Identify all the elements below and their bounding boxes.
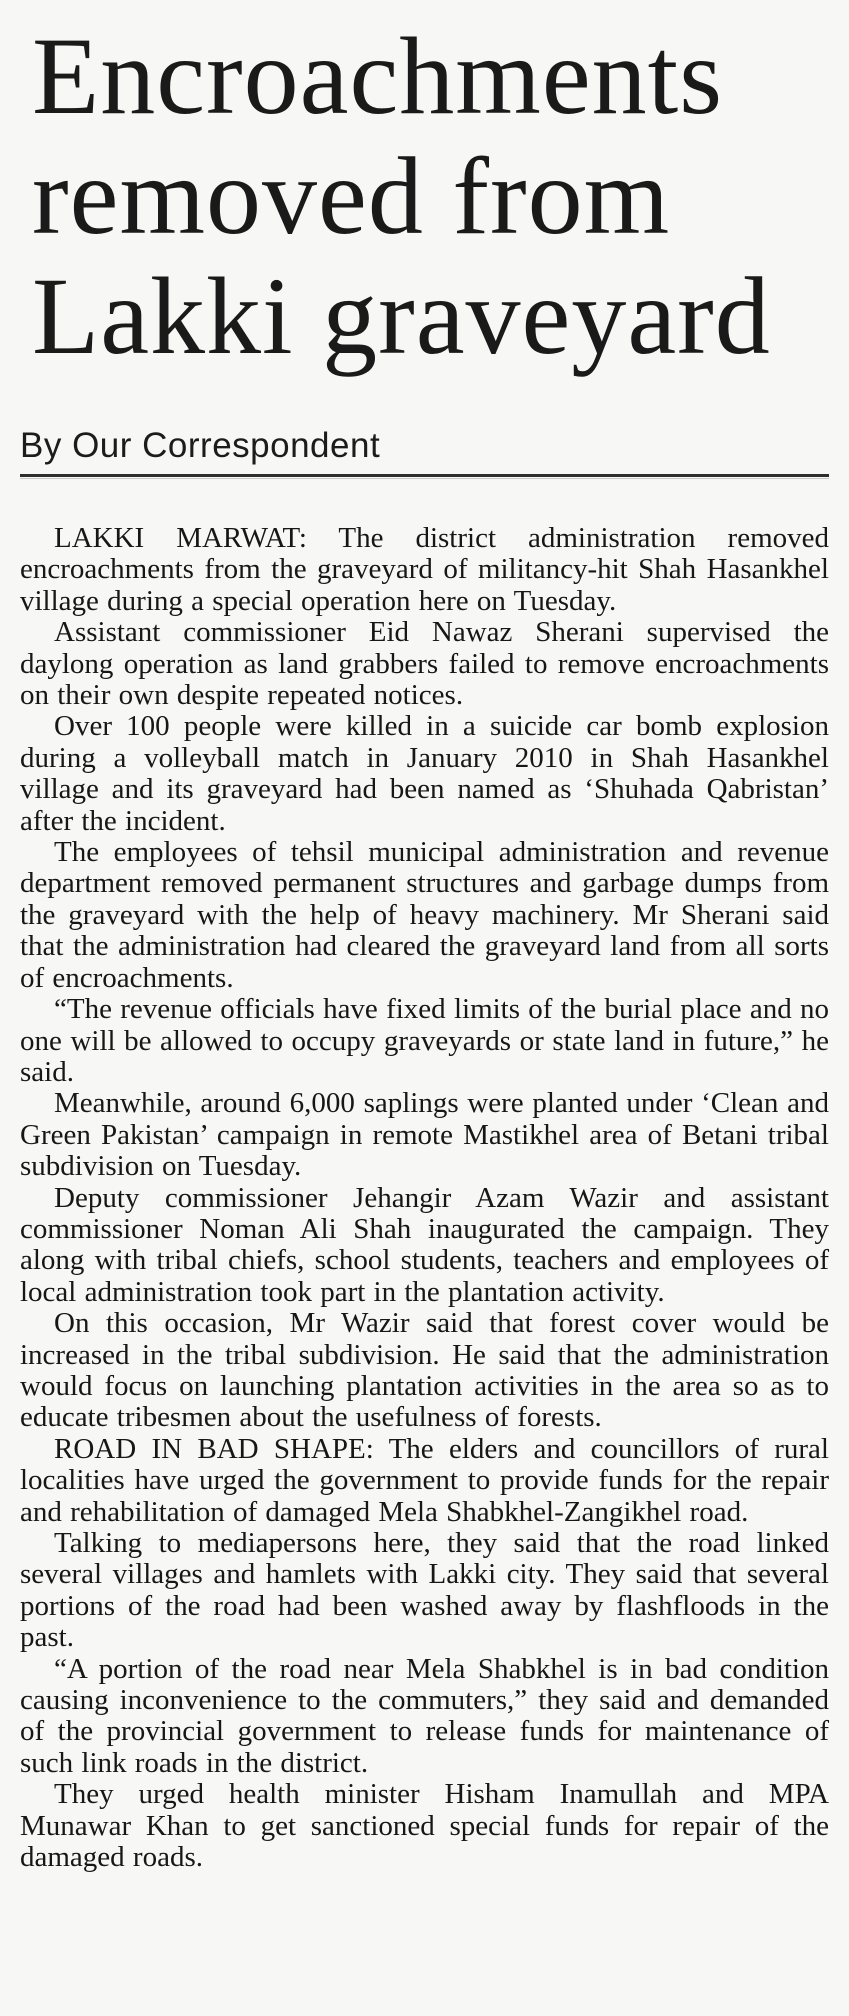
paragraph: Meanwhile, around 6,000 saplings were planted under ‘Clean and Green Pakistan’ campaign in remote Mastikhel area of Betani tribal subdivision on Tuesday.	[20, 1087, 829, 1183]
paragraph: Deputy commissioner Jehangir Azam Wazir and assistant commissioner Noman Ali Shah inaugurated the campaign. They along with tribal chiefs, school students, teachers and employees of local administration took part in the plantation activity.	[20, 1181, 829, 1308]
headline: Encroachments removed from Lakki graveyard	[32, 15, 771, 377]
paragraph-dateline-lead: LAKKI MARWAT: The district administration removed encroachments from the graveyard of militancy-hit Shah Hasankhel village during a special operation here on Tuesday.	[20, 522, 829, 617]
paragraph: They urged health minister Hisham Inamullah and MPA Munawar Khan to get sanctioned special funds for repair of the damaged roads.	[20, 1778, 829, 1874]
paragraph: Talking to mediapersons here, they said that the road linked several villages and hamlets with Lakki city. They said that several portions of the road had been washed away by flashfloods in the past.	[20, 1527, 829, 1654]
byline-rule	[20, 474, 829, 479]
byline: By Our Correspondent	[20, 426, 381, 465]
article-body	[20, 523, 829, 1873]
paragraph: The employees of tehsil municipal administration and revenue department removed permanent structures and garbage dumps from the graveyard with the help of heavy machinery. Mr Sherani said that the administration had cleared the graveyard land from all sorts of encroachments.	[20, 836, 829, 994]
paragraph: On this occasion, Mr Wazir said that forest cover would be increased in the tribal subdivision. He said that the administration would focus on launching plantation activities in the area so as to educate tribesmen about the usefulness of forests.	[20, 1307, 829, 1434]
paragraph-quote: “A portion of the road near Mela Shabkhel is in bad condition causing inconvenience to the commuters,” they said and demanded of the provincial government to release funds for maintenance of such link roads in the district.	[20, 1652, 829, 1779]
paragraph: Assistant commissioner Eid Nawaz Sherani supervised the daylong operation as land grabbers failed to remove encroachments on their own despite repeated notices.	[20, 616, 829, 712]
paragraph-subsection-road: ROAD IN BAD SHAPE: The elders and councillors of rural localities have urged the government to provide funds for the repair and rehabilitation of damaged Mela Shabkhel-Zangikhel road.	[20, 1432, 829, 1528]
paragraph: Over 100 people were killed in a suicide car bomb explosion during a volleyball match in January 2010 in Shah Hasankhel village and its graveyard had been named as ‘Shuhada Qabristan’ after the incident.	[20, 710, 829, 837]
paragraph-quote: “The revenue officials have fixed limits of the burial place and no one will be allowed to occupy graveyards or state land in future,” he said.	[20, 993, 829, 1088]
